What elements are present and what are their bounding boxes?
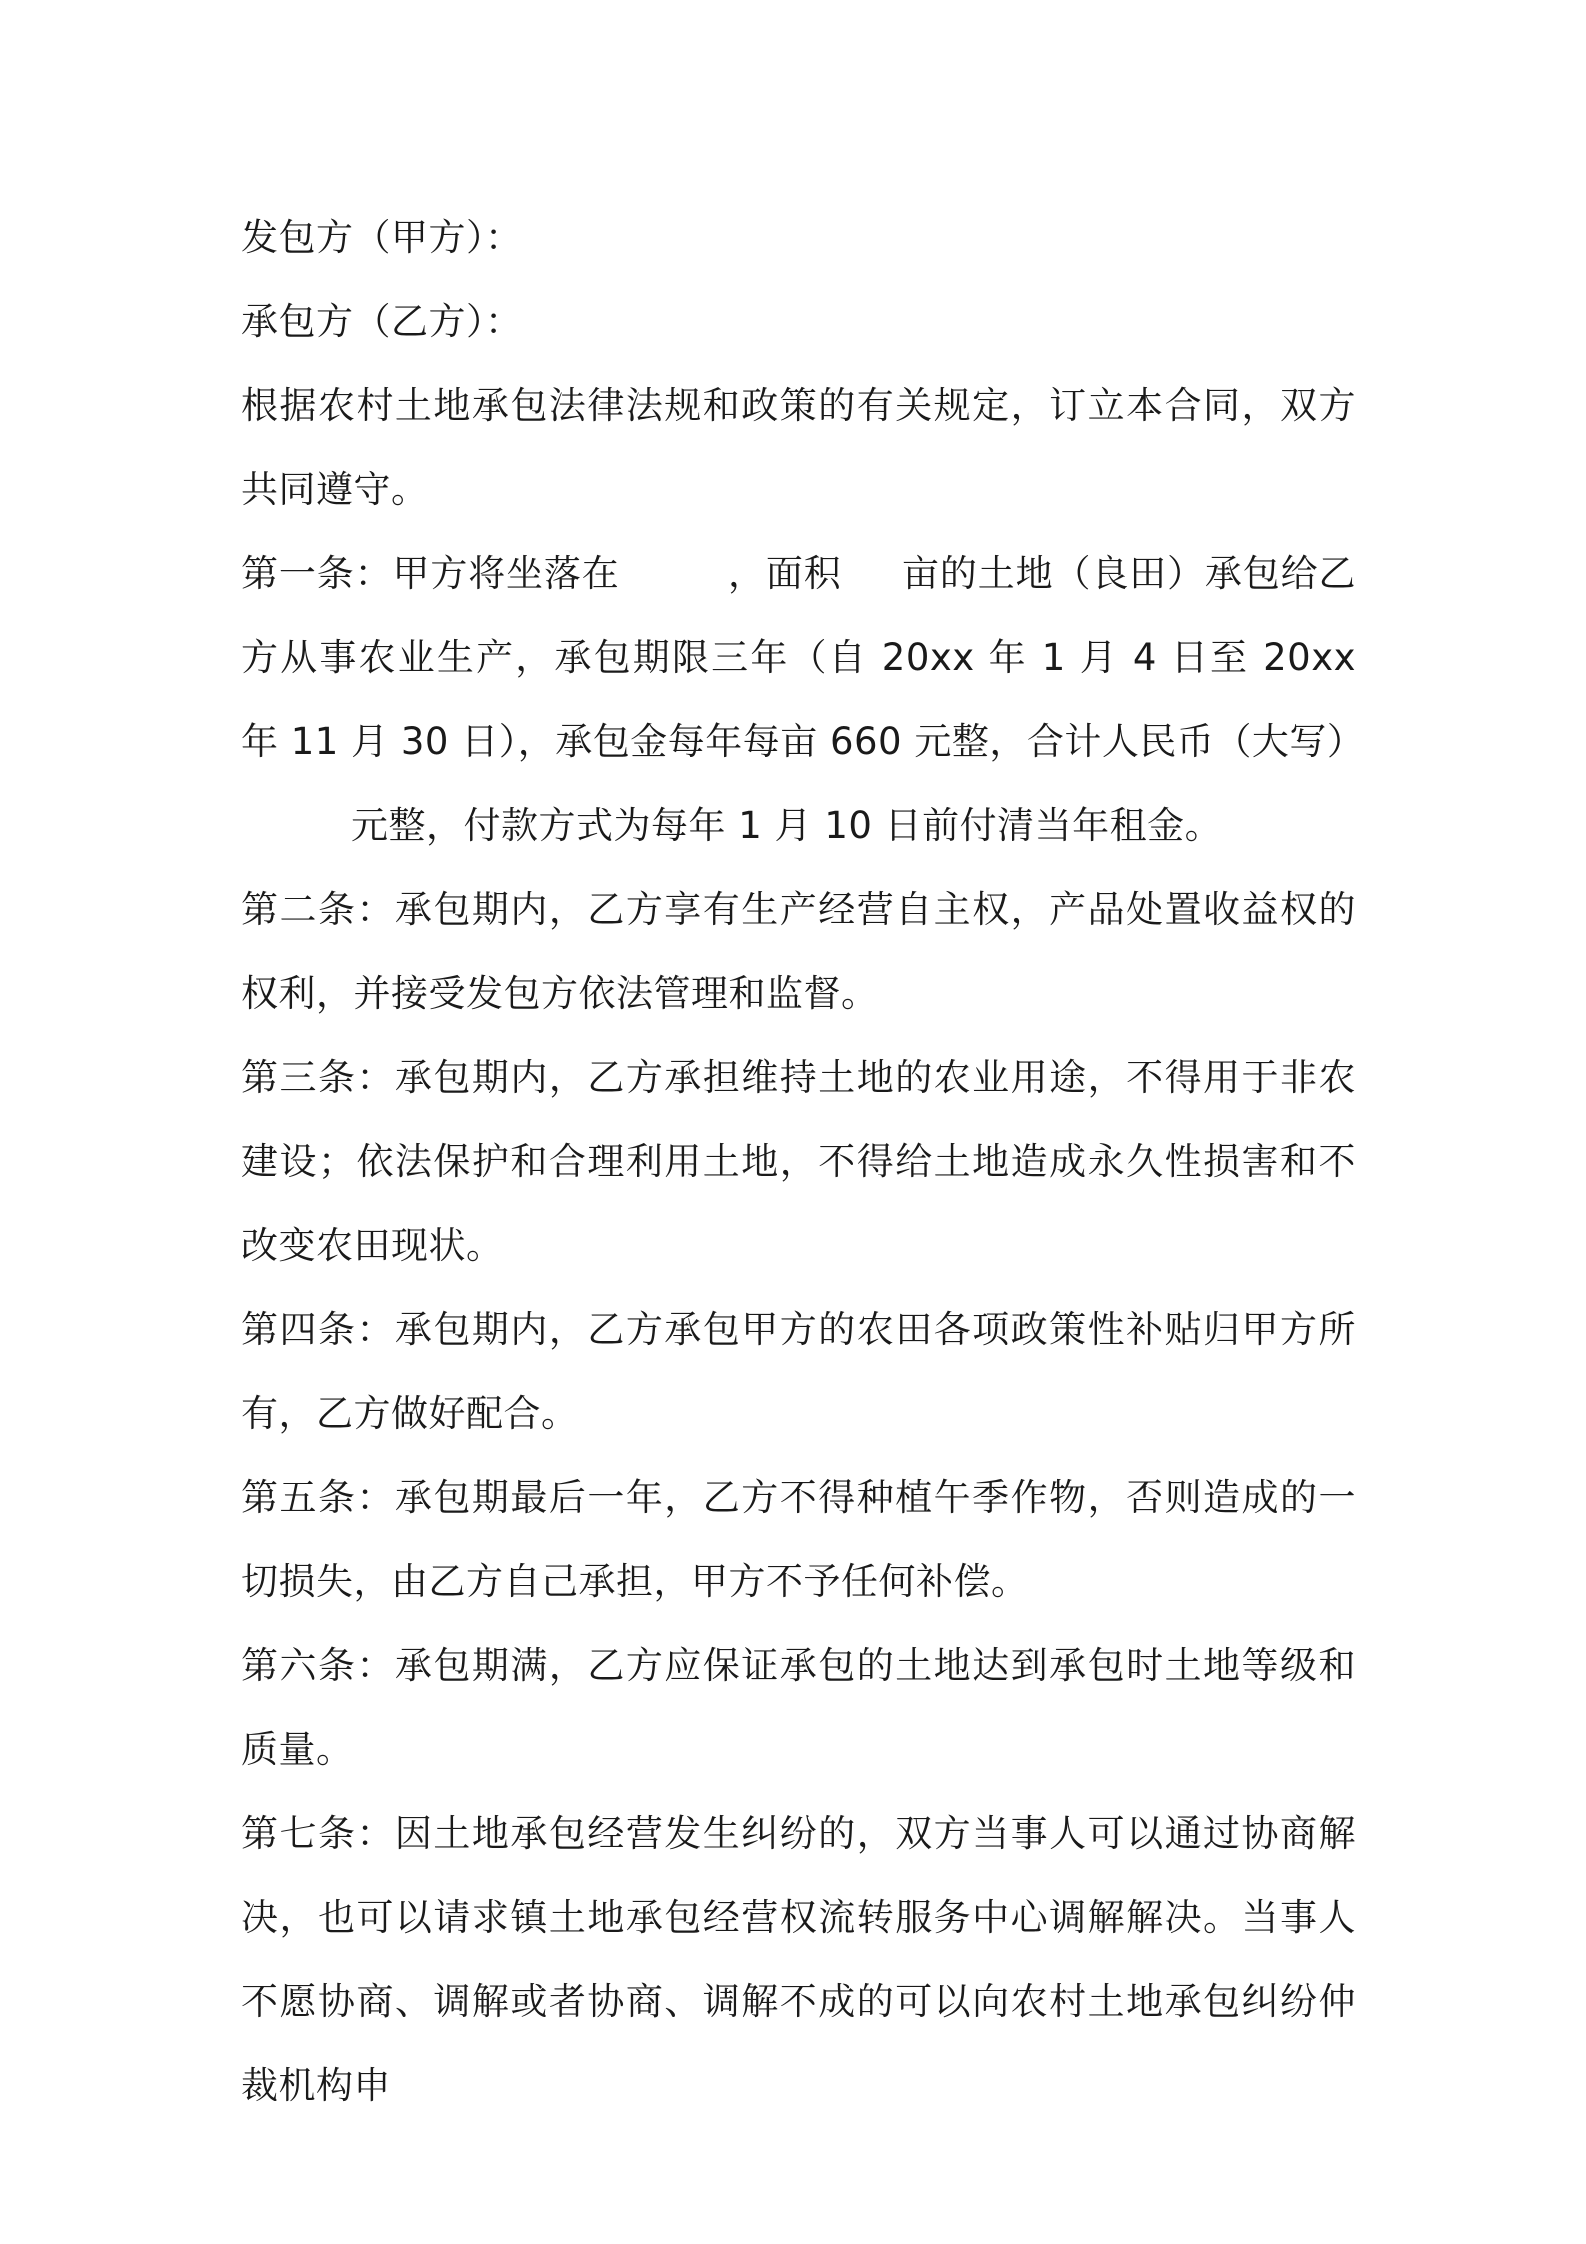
preamble-paragraph: 根据农村土地承包法律法规和政策的有关规定，订立本合同，双方共同遵守。 (241, 384, 1356, 511)
article-5-paragraph: 第五条：承包期最后一年，乙方不得种植午季作物，否则造成的一切损失，由乙方自己承担，甲方不予任何补偿。 (241, 1476, 1356, 1603)
article-1-text-part2: ，面积 (727, 552, 842, 595)
article-1-text-part3: 亩的土地（良田）承包给乙方从事农业生产，承包期限三年（自 20xx 年 1 月 4 日至 20xx 年 11 月 30 日），承包金每年每亩 660 元整，合计人民币（大写） (241, 552, 1365, 763)
article-6-paragraph: 第六条：承包期满，乙方应保证承包的土地达到承包时土地等级和质量。 (241, 1644, 1356, 1771)
article-1-paragraph (241, 532, 1365, 868)
article-1-text-part1: 第一条：甲方将坐落在 (241, 552, 620, 595)
party-b-line: 承包方（乙方）： (241, 300, 523, 343)
article-3-paragraph: 第三条：承包期内，乙方承担维持土地的农业用途，不得用于非农建设；依法保护和合理利用土地，不得给土地造成永久性损害和不改变农田现状。 (241, 1056, 1356, 1267)
party-a-line: 发包方（甲方）： (241, 216, 523, 259)
article-2-paragraph: 第二条：承包期内，乙方享有生产经营自主权，产品处置收益权的权利，并接受发包方依法管理和监督。 (241, 888, 1356, 1015)
article-4-paragraph: 第四条：承包期内，乙方承包甲方的农田各项政策性补贴归甲方所有，乙方做好配合。 (241, 1308, 1356, 1435)
article-1-text-part4: 元整，付款方式为每年 1 月 10 日前付清当年租金。 (351, 804, 1223, 847)
article-7-paragraph: 第七条：因土地承包经营发生纠纷的，双方当事人可以通过协商解决，也可以请求镇土地承包经营权流转服务中心调解解决。当事人不愿协商、调解或者协商、调解不成的可以向农村土地承包纠纷仲裁机构申 (241, 1812, 1356, 2107)
contract-body (241, 196, 1365, 2128)
